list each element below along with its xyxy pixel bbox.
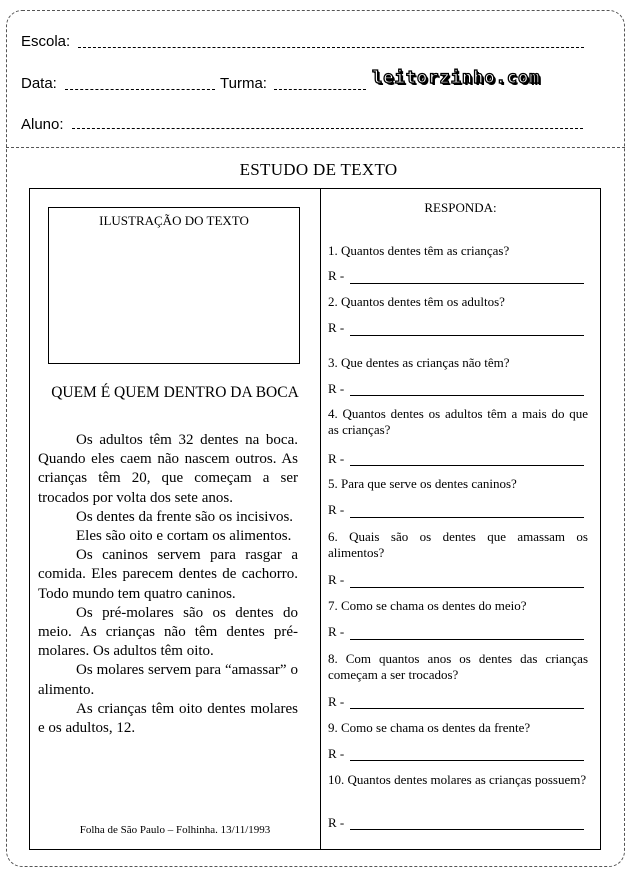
question-1: 1. Quantos dentes têm as crianças? — [328, 243, 510, 258]
answer-label-9: R - — [328, 746, 345, 761]
class-field[interactable] — [274, 89, 366, 90]
class-label: Turma: — [220, 75, 267, 92]
answer-line-10[interactable] — [350, 829, 584, 830]
answer-line-5[interactable] — [350, 517, 584, 518]
story-title: QUEM É QUEM DENTRO DA BOCA — [51, 384, 299, 401]
answer-label-4: R - — [328, 451, 345, 466]
answer-label-7: R - — [328, 624, 345, 639]
answer-label-10: R - — [328, 815, 345, 830]
answer-label-8: R - — [328, 694, 345, 709]
student-field[interactable] — [72, 128, 583, 129]
answer-label-5: R - — [328, 502, 345, 517]
question-6: 6. Quais são os dentes que amassam os alimentos? — [328, 529, 588, 560]
respond-heading: RESPONDA: — [424, 200, 497, 215]
story-paragraph: Os molares servem para “amassar” o alimento. — [38, 662, 298, 698]
question-5: 5. Para que serve os dentes caninos? — [328, 476, 517, 491]
question-10: 10. Quantos dentes molares as crianças possuem? — [328, 772, 587, 787]
illustration-title: ILUSTRAÇÃO DO TEXTO — [99, 213, 249, 228]
answer-label-2: R - — [328, 320, 345, 335]
site-logo: leitorzinho.com — [372, 68, 541, 88]
story-paragraph: Eles são oito e cortam os alimentos. — [76, 528, 292, 545]
page-title: ESTUDO DE TEXTO — [239, 160, 398, 179]
date-field[interactable] — [65, 89, 215, 90]
story-paragraph: Os pré-molares são os dentes do meio. As crianças não têm dentes pré-molares. Os adultos têm oito. — [38, 604, 298, 660]
question-2: 2. Quantos dentes têm os adultos? — [328, 294, 505, 309]
story-paragraph: Os adultos têm 32 dentes na boca. Quando eles caem não nascem outros. As crianças têm 20, que começam a ser trocados por volta dos sete anos. — [38, 432, 298, 506]
answer-label-1: R - — [328, 268, 345, 283]
student-label: Aluno: — [21, 116, 64, 133]
answer-line-2[interactable] — [350, 335, 584, 336]
question-8: 8. Com quantos anos os dentes das crianças começam a ser trocados? — [328, 651, 588, 682]
question-7: 7. Como se chama os dentes do meio? — [328, 598, 527, 613]
answer-line-4[interactable] — [350, 465, 584, 466]
date-label: Data: — [21, 75, 57, 92]
answer-line-6[interactable] — [350, 587, 584, 588]
header-divider — [6, 147, 625, 148]
answer-line-1[interactable] — [350, 283, 584, 284]
school-label: Escola: — [21, 33, 71, 50]
answer-line-3[interactable] — [350, 395, 584, 396]
answer-label-3: R - — [328, 381, 345, 396]
question-3: 3. Que dentes as crianças não têm? — [328, 355, 510, 370]
story-text — [38, 431, 298, 738]
story-paragraph: Os dentes da frente são os incisivos. — [76, 508, 294, 525]
answer-label-6: R - — [328, 572, 345, 587]
answer-line-9[interactable] — [350, 760, 584, 761]
question-9: 9. Como se chama os dentes da frente? — [328, 720, 531, 735]
answer-line-7[interactable] — [350, 639, 584, 640]
school-field[interactable] — [78, 47, 584, 48]
story-paragraph: Os caninos servem para rasgar a comida. Eles parecem dentes de cachorro. Todo mundo tem quatro caninos. — [38, 547, 298, 602]
answer-line-8[interactable] — [350, 708, 584, 709]
story-paragraph: As crianças têm oito dentes molares e os adultos, 12. — [38, 700, 298, 737]
question-4: 4. Quantos dentes os adultos têm a mais do que as crianças? — [328, 406, 588, 437]
questions-column — [320, 188, 601, 850]
illustration-box[interactable] — [48, 207, 300, 364]
story-source: Folha de São Paulo – Folhinha. 13/11/1993 — [79, 824, 271, 836]
